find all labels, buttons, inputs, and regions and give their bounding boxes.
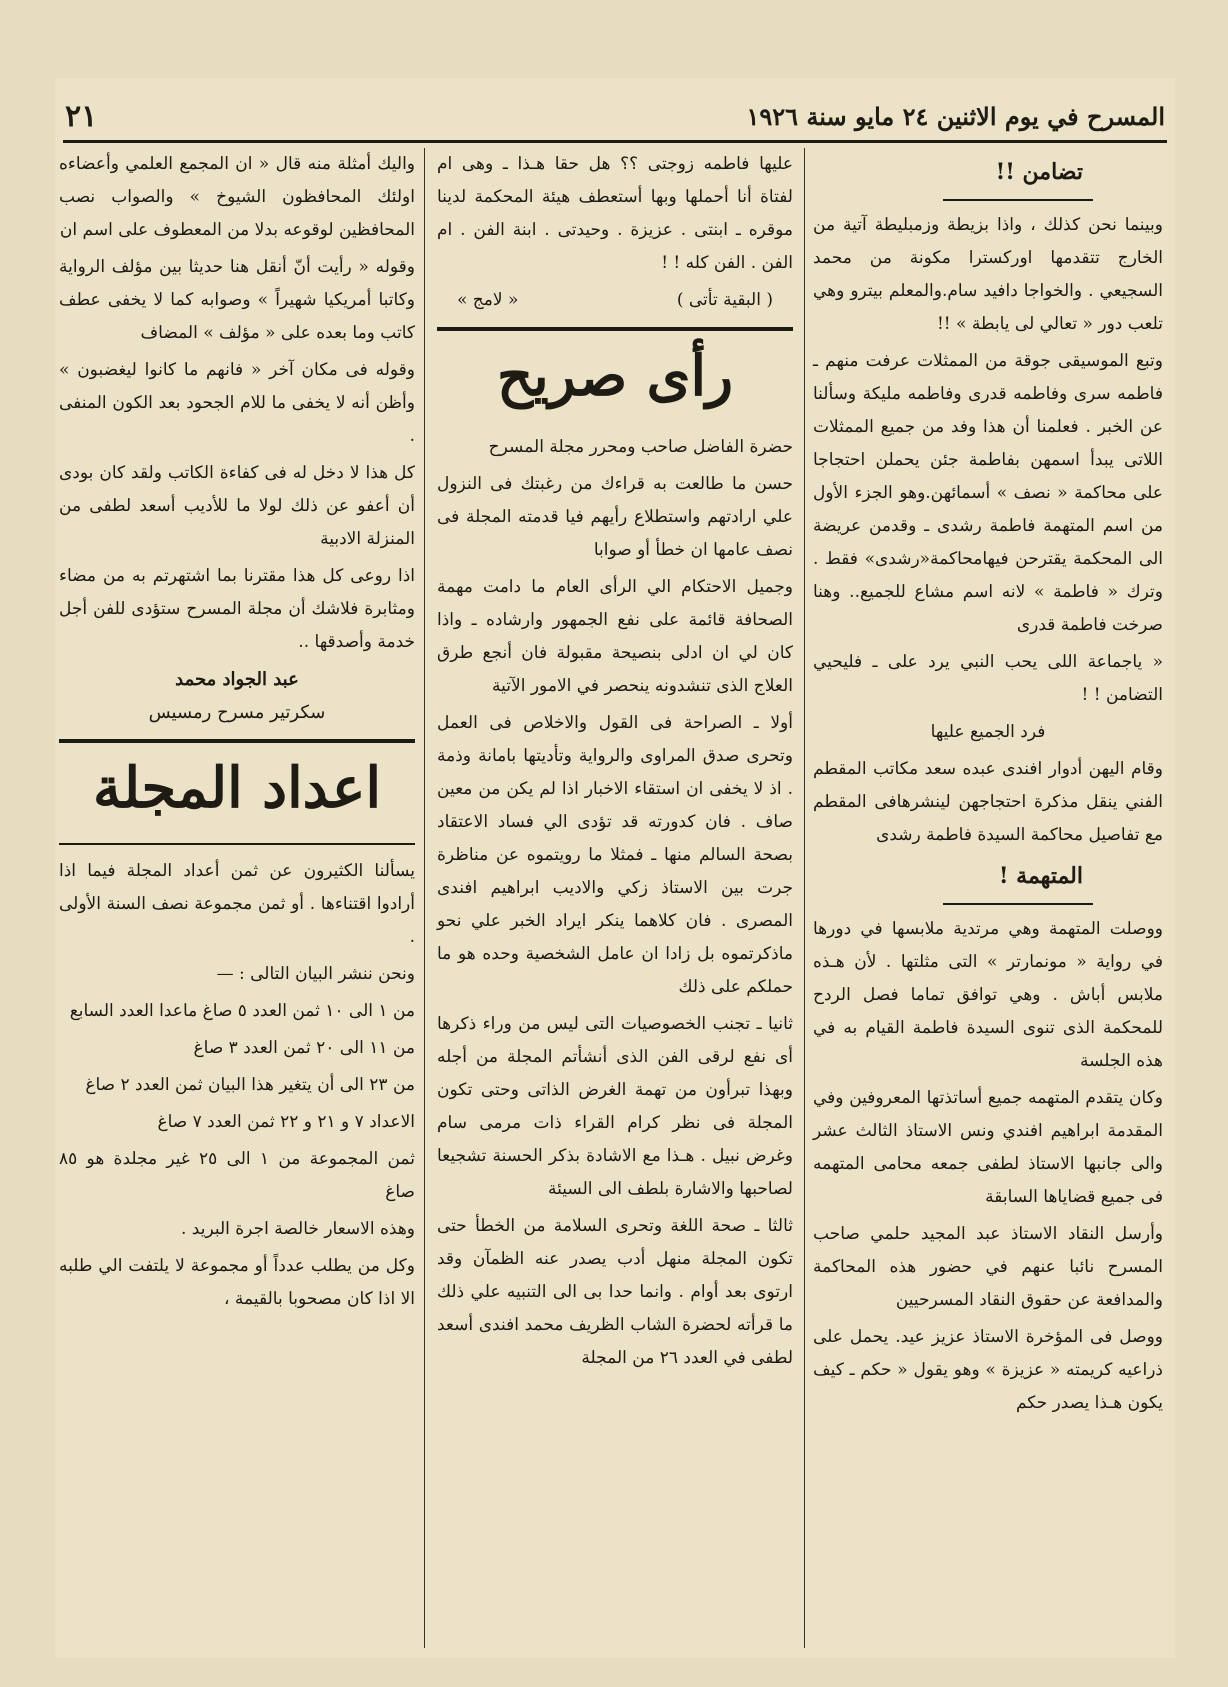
section-heading-accused: المتهمة ! [998, 863, 1083, 889]
column-divider [424, 148, 425, 1648]
paragraph: أولا ـ الصراحة فى القول والاخلاص فى العمل وتحرى صدق المراوى والرواية وتأديتها بامانة وذمة . اذ لا يخفى ان استقاء الاخبار اذا لم يكن من معين صاف . فان كدورته قد تؤدى الي فساد الاعتقاد بصحة السالم منها ـ فمثلا ما رويتموه عن مناظرة جرت بين الاستاذ زكي والاديب ابراهيم افندى المصرى . فان كلاهما ينكر ايراد الخبر علي نحو ماذكرتموه بل زادا ان عامل الشخصية وحده هو ما حملكم على ذلك [437, 713, 793, 997]
section-heading-solidarity: تضامن !! [995, 159, 1083, 185]
signature-title: سكرتير مسرح رمسيس [148, 702, 326, 723]
column-divider [804, 148, 805, 1648]
paragraph: وقام اليهن أدوار افندى عبده سعد مكاتب المقطم الفني ينقل مذكرة احتجاجهن لينشرهافى المقطم مع تفاصيل محاكمة السيدة فاطمة رشدى [813, 759, 1163, 845]
section-rule [59, 739, 415, 743]
column-left [59, 148, 415, 1320]
page-number: ٢١ [65, 98, 98, 134]
paragraph: من ٢٣ الى أن يتغير هذا البيان ثمن العدد ٢ صاغ [85, 1075, 415, 1095]
continued-note: ( البقية تأتى ) [676, 290, 773, 310]
paragraph: وكل من يطلب عدداً أو مجموعة لا يلتفت الي طلبه الا اذا كان مصحوبا بالقيمة ، [59, 1256, 415, 1309]
paragraph: ثالثا ـ صحة اللغة وتحرى السلامة من الخطأ حتى تكون المجلة منهل أدب يصدر عنه الظمآن وقد ارتوى بعد أوام . وانما حدا بى الى التنبيه علي ذلك ما قرأته لحضرة الشاب الظريف محمد افندى أسعد لطفى في العدد ٢٦ من المجلة [437, 1216, 793, 1368]
paragraph: وتبع الموسيقى جوقة من الممثلات عرفت منهم ـ فاطمه سرى وفاطمه قدرى وفاطمه مليكة وسألنا عن الخبر . فعلمنا أن هذا وفد من جميع الممثلات اللاتى يبدأ اسمهن بفاطمة جئن يحملن احتجاجا على محاكمة « نصف » أسمائهن.وهو الجزء الأول من اسم المتهمة فاطمة رشدى ـ وقدمن عريضة الى المحكمة يقترحن فيهامحاكمة«رشدى» فقط . وترك « فاطمة » لانه اسم مشاع للجميع.. وهنا صرخت فاطمة قدرى [813, 351, 1163, 635]
newspaper-page [55, 78, 1175, 1658]
section-title: اعداد المجلة [92, 755, 382, 821]
signature-block [59, 663, 415, 729]
paragraph: وجميل الاحتكام الي الرأى العام ما دامت مهمة الصحافة قائمة على نفع الجمهور وارشاده ـ واذا كان لي ان ادلى بنصيحة مقبولة فان أنجع طرق العلاج الذى تنشدونه ينحصر في الامور الآتية [437, 577, 793, 696]
paragraph: ثمن المجموعة من ١ الى ٢٥ غير مجلدة هو ٨٥ صاغ [59, 1149, 415, 1202]
page-header [55, 96, 1175, 136]
column-middle [437, 148, 793, 1379]
paragraph: ونحن ننشر البيان التالى : — [216, 964, 415, 984]
header-rule [63, 140, 1167, 143]
paragraph: ووصل فى المؤخرة الاستاذ عزيز عيد. يحمل على ذراعيه كريمته « عزيزة » وهو يقول « حكم ـ كيف يكون هـذا يصدر حكم [813, 1327, 1163, 1413]
paragraph: وقوله فى مكان آخر « فانهم ما كانوا ليغضبون » وأظن أنه لا يخفى ما للام الجحود بعد الكون المنفى . [59, 360, 415, 446]
paragraph: اذا روعى كل هذا مقترنا بما اشتهرتم به من مضاء ومثابرة فلاشك أن مجلة المسرح ستؤدى للفن أجل خدمة وأصدقها .. [59, 566, 415, 652]
paragraph: واليك أمثلة منه قال « ان المجمع العلمي وأعضاءه اولئك المحافظون الشيوخ » والصواب نصب المحافظين لوقوعه بدلا من المعطوف على اسم ان [59, 154, 415, 240]
article-title: رأى صريح [496, 343, 734, 409]
paragraph: حضرة الفاضل صاحب ومحرر مجلة المسرح [488, 437, 793, 457]
paragraph: وكان يتقدم المتهمه جميع أساتذتها المعروفين وفي المقدمة ابراهيم افندي ونس الاستاذ الثالث عشر والى جانبها الاستاذ لطفى جمعه محامى المتهمه فى جميع قضاياها السابقة [813, 1088, 1163, 1207]
paragraph: فرد الجميع عليها [930, 722, 1046, 742]
paragraph: وقوله « رأيت أنّ أنقل هنا حديثا بين مؤلف الرواية وكاتبا أمريكيا شهيراً » وصوابه كما لا يخفى عطف كاتب وما بعده على « مؤلف » المضاف [59, 257, 415, 343]
paragraph: حسن ما طالعت به قراءك من رغبتك فى النزول علي ارادتهم واستطلاع رأيهم فيا قدمته المجلة فى نصف عامها ان خطأ أو صوابا [437, 474, 793, 560]
author-signoff: « لامج » [457, 290, 519, 310]
paragraph: من ١١ الى ٢٠ ثمن العدد ٣ صاغ [193, 1038, 415, 1058]
article-footer [437, 284, 793, 317]
paragraph: كل هذا لا دخل له فى كفاءة الكاتب ولقد كان بودى أن أعفو عن ذلك لولا ما للأديب أسعد لطفى من المنزلة الادبية [59, 463, 415, 549]
section-rule [59, 843, 415, 845]
paragraph: الاعداد ٧ و ٢١ و ٢٢ ثمن العدد ٧ صاغ [157, 1112, 415, 1132]
paragraph: « ياجماعة اللى يحب النبي يرد على ـ فليحيي التضامن ! ! [813, 652, 1163, 705]
paragraph: وبينما نحن كذلك ، واذا بزيطة وزمبليطة آتية من الخارج تتقدمها اوركسترا مكونة من محمد السجيعي . والخواجا دافيد سام.والمعلم بيترو وهي تلعب دور « تعالي لى يابطة » !! [813, 215, 1163, 334]
heading-underline [943, 903, 1093, 905]
signature-name: عبد الجواد محمد [175, 669, 299, 690]
paragraph: يسألنا الكثيرون عن ثمن أعداد المجلة فيما اذا أرادوا اقتناءها . أو ثمن مجموعة نصف السنة الأولى . [59, 861, 415, 947]
paragraph: عليها فاطمه زوجتى ؟؟ هل حقا هـذا ـ وهى ام لفتاة أنا أحملها وبها أستعطف هيئة المحكمة لدينا موقره ـ ابنتى . عزيزة . وحيدتى . ابنة الفن . ام الفن . الفن كله ! ! [437, 154, 793, 273]
paragraph: وهذه الاسعار خالصة اجرة البريد . [181, 1219, 415, 1239]
header-title: المسرح في يوم الاثنين ٢٤ مايو سنة ١٩٢٦ [746, 101, 1165, 131]
section-rule [437, 327, 793, 331]
paragraph: ووصلت المتهمة وهي مرتدية ملابسها في دورها في رواية « مونمارتر » التى مثلتها . لأن هـذه ملابس أباش . وهي توافق تماما فصل الردح للمحكمة الذى تنوى السيدة فاطمة القيام به في هذه الجلسة [813, 919, 1163, 1071]
paragraph: ثانيا ـ تجنب الخصوصيات التى ليس من وراء ذكرها أى نفع لرقى الفن الذى أنشأتم المجلة من أجله وبهذا تبرأون من تهمة الغرض الذاتى وحتى تكون المجلة فى نظر كرام القراء ذات مرمى سام وغرض نبيل . هـذا مع الاشادة بذكر الحسنة تشجيعا لصاحبها والاشارة بلطف الى السيئة [437, 1014, 793, 1199]
column-right [813, 148, 1163, 1424]
paragraph: من ١ الى ١٠ ثمن العدد ٥ صاغ ماعدا العدد السابع [69, 1001, 415, 1021]
paragraph: وأرسل النقاد الاستاذ عبد المجيد حلمي صاحب المسرح نائبا عنهم في حضور هذه المحاكمة والمدافعة عن حقوق النقاد المسرحيين [813, 1224, 1163, 1310]
heading-underline [943, 199, 1093, 201]
